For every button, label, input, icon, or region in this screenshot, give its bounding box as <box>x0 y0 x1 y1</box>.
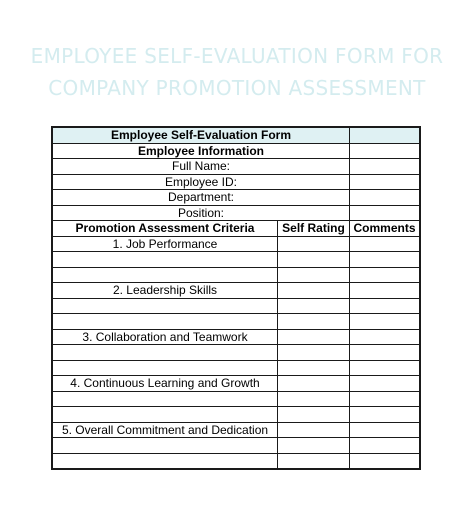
comments-cell[interactable] <box>350 438 420 454</box>
criteria-blank-cell[interactable] <box>53 438 278 454</box>
comments-cell[interactable] <box>350 283 420 299</box>
field-row-full-name <box>53 159 420 175</box>
comments-cell[interactable] <box>350 267 420 283</box>
form-heading-row <box>53 128 420 144</box>
criteria-blank-cell[interactable] <box>53 407 278 423</box>
criteria-label: 1. Job Performance <box>53 236 278 252</box>
self-rating-cell[interactable] <box>278 329 350 345</box>
criteria-row <box>53 236 420 252</box>
criteria-blank-cell[interactable] <box>53 345 278 361</box>
criteria-header-row <box>53 221 420 237</box>
field-label-full-name: Full Name: <box>53 159 350 175</box>
comments-cell[interactable] <box>350 236 420 252</box>
field-label-department: Department: <box>53 190 350 206</box>
field-value-cell[interactable] <box>350 190 420 206</box>
criteria-blank-cell[interactable] <box>53 252 278 268</box>
form-heading: Employee Self-Evaluation Form <box>53 128 350 144</box>
field-row-employee-id <box>53 174 420 190</box>
comments-cell[interactable] <box>350 345 420 361</box>
self-evaluation-table <box>52 127 420 469</box>
criteria-row <box>53 329 420 345</box>
self-rating-cell[interactable] <box>278 407 350 423</box>
info-heading: Employee Information <box>53 143 350 159</box>
info-heading-blank-cell[interactable] <box>350 143 420 159</box>
field-value-cell[interactable] <box>350 159 420 175</box>
criteria-label: 4. Continuous Learning and Growth <box>53 376 278 392</box>
field-row-department <box>53 190 420 206</box>
criteria-blank-cell[interactable] <box>53 314 278 330</box>
self-rating-cell[interactable] <box>278 283 350 299</box>
comments-cell[interactable] <box>350 376 420 392</box>
self-rating-cell[interactable] <box>278 314 350 330</box>
field-label-employee-id: Employee ID: <box>53 174 350 190</box>
criteria-blank-row <box>53 267 420 283</box>
comments-cell[interactable] <box>350 407 420 423</box>
comments-cell[interactable] <box>350 252 420 268</box>
self-rating-cell[interactable] <box>278 391 350 407</box>
form-heading-blank-cell[interactable] <box>350 128 420 144</box>
comments-cell[interactable] <box>350 314 420 330</box>
criteria-blank-row <box>53 391 420 407</box>
self-rating-cell[interactable] <box>278 236 350 252</box>
comments-cell[interactable] <box>350 422 420 438</box>
criteria-blank-cell[interactable] <box>53 298 278 314</box>
criteria-row <box>53 283 420 299</box>
criteria-label: 5. Overall Commitment and Dedication <box>53 422 278 438</box>
self-rating-cell[interactable] <box>278 360 350 376</box>
field-value-cell[interactable] <box>350 205 420 221</box>
criteria-label: 3. Collaboration and Teamwork <box>53 329 278 345</box>
self-rating-cell[interactable] <box>278 422 350 438</box>
criteria-blank-row <box>53 298 420 314</box>
comments-cell[interactable] <box>350 391 420 407</box>
comments-cell[interactable] <box>350 360 420 376</box>
criteria-blank-cell[interactable] <box>53 391 278 407</box>
column-header-self-rating: Self Rating <box>278 221 350 237</box>
criteria-row <box>53 376 420 392</box>
page-title-line-2: COMPANY PROMOTION ASSESSMENT <box>48 76 426 100</box>
criteria-blank-row <box>53 252 420 268</box>
comments-cell[interactable] <box>350 453 420 469</box>
criteria-row <box>53 422 420 438</box>
self-rating-cell[interactable] <box>278 267 350 283</box>
criteria-blank-row <box>53 345 420 361</box>
criteria-blank-cell[interactable] <box>53 453 278 469</box>
criteria-blank-row <box>53 314 420 330</box>
criteria-blank-row <box>53 438 420 454</box>
criteria-blank-row <box>53 453 420 469</box>
self-rating-cell[interactable] <box>278 345 350 361</box>
field-label-position: Position: <box>53 205 350 221</box>
comments-cell[interactable] <box>350 329 420 345</box>
criteria-label: 2. Leadership Skills <box>53 283 278 299</box>
self-rating-cell[interactable] <box>278 298 350 314</box>
page-title <box>0 40 474 104</box>
self-rating-cell[interactable] <box>278 438 350 454</box>
criteria-blank-row <box>53 407 420 423</box>
page-title-line-1: EMPLOYEE SELF-EVALUATION FORM FOR <box>30 44 444 68</box>
criteria-blank-row <box>53 360 420 376</box>
criteria-blank-cell[interactable] <box>53 267 278 283</box>
self-rating-cell[interactable] <box>278 252 350 268</box>
field-value-cell[interactable] <box>350 174 420 190</box>
column-header-criteria: Promotion Assessment Criteria <box>53 221 278 237</box>
info-heading-row <box>53 143 420 159</box>
comments-cell[interactable] <box>350 298 420 314</box>
self-rating-cell[interactable] <box>278 453 350 469</box>
criteria-blank-cell[interactable] <box>53 360 278 376</box>
column-header-comments: Comments <box>350 221 420 237</box>
self-rating-cell[interactable] <box>278 376 350 392</box>
field-row-position <box>53 205 420 221</box>
